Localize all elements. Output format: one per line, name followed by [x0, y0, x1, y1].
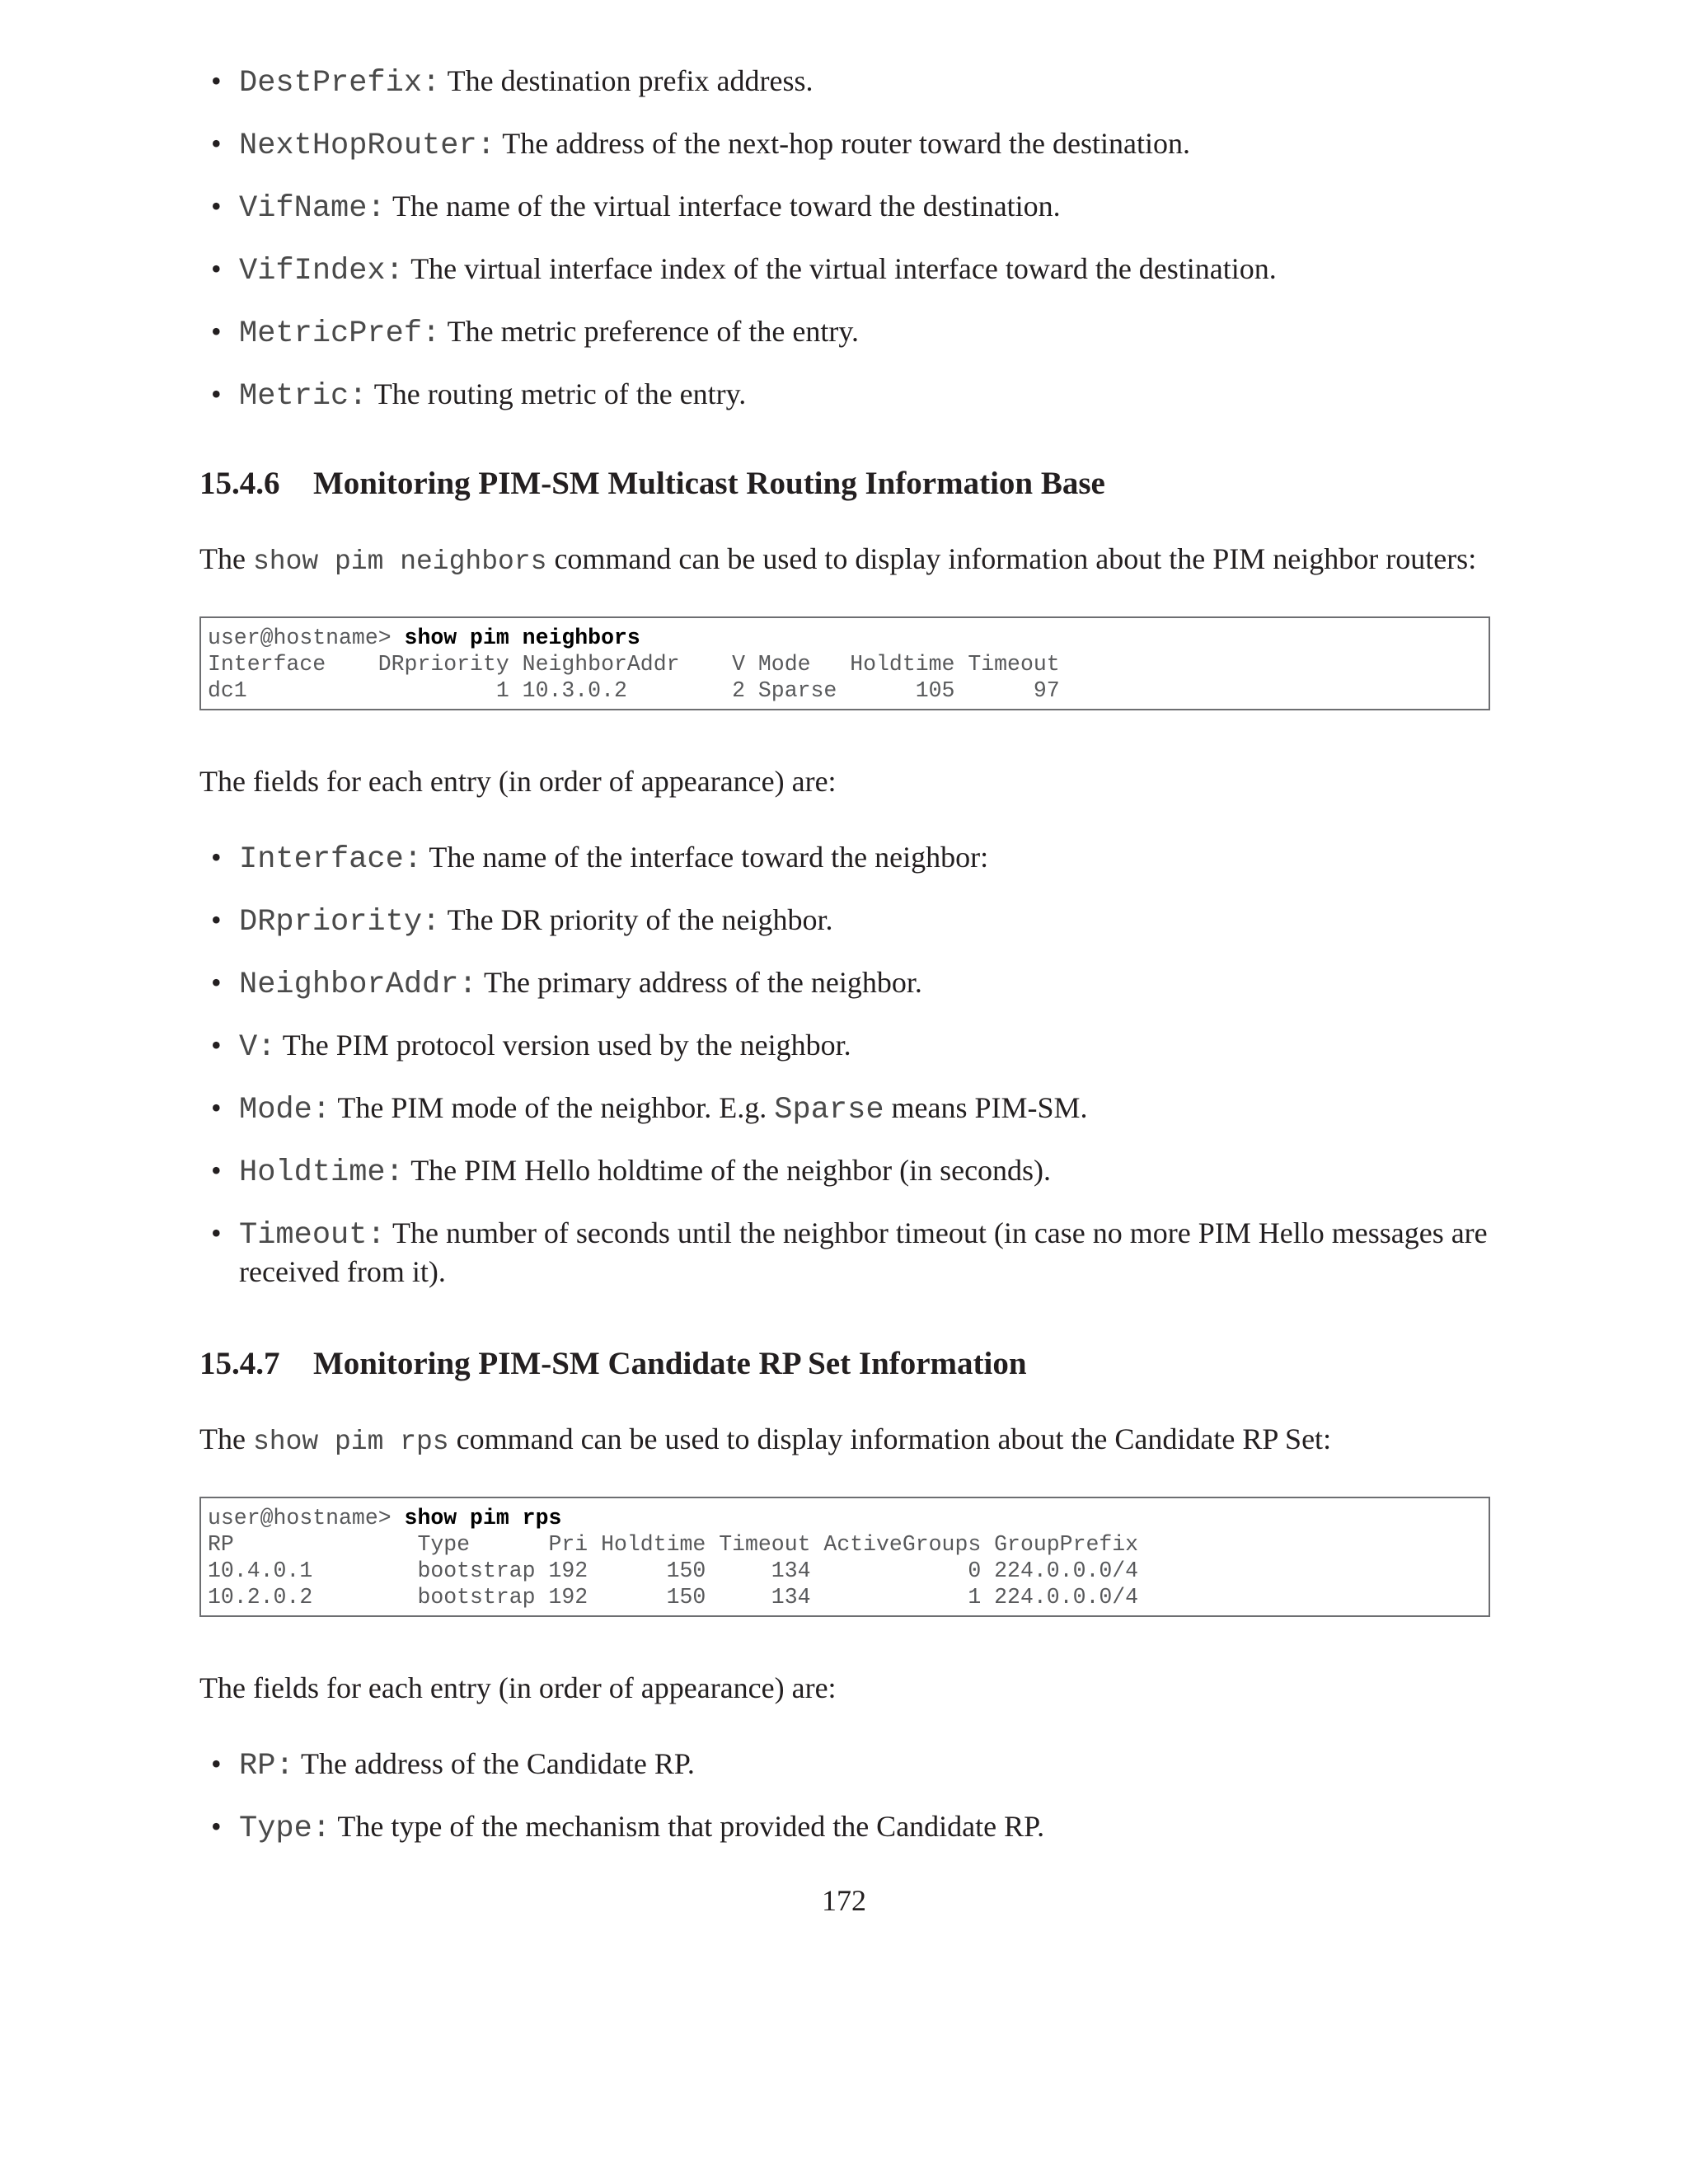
- field-desc: The PIM mode of the neighbor. E.g.: [331, 1091, 775, 1124]
- list-item: [211, 1027, 1492, 1066]
- intro-text: command can be used to display information about the PIM neighbor routers:: [546, 542, 1477, 575]
- list-item: [211, 1746, 1492, 1784]
- field-term: VifName:: [239, 191, 386, 226]
- field-desc: The virtual interface index of the virtual interface toward the destination.: [403, 252, 1277, 285]
- code-command: show pim rps: [404, 1506, 562, 1530]
- field-term: DestPrefix:: [239, 66, 441, 101]
- section-heading: [199, 464, 1105, 504]
- field-term: DRpriority:: [239, 905, 441, 940]
- list-item: [211, 1808, 1492, 1847]
- inline-code: Sparse: [774, 1093, 884, 1127]
- bullet-icon: •: [211, 1029, 222, 1062]
- field-desc: The DR priority of the neighbor.: [440, 903, 833, 936]
- bullet-icon: •: [211, 1747, 222, 1780]
- rp-fields-list: [211, 1746, 1492, 1847]
- section-heading: [199, 1344, 1027, 1384]
- bullet-icon: •: [211, 903, 222, 936]
- neighbor-fields-list: [211, 839, 1492, 1290]
- intro-text: command can be used to display information about the Candidate RP Set:: [448, 1422, 1332, 1455]
- bullet-icon: •: [211, 841, 222, 874]
- field-desc: The routing metric of the entry.: [367, 377, 747, 410]
- field-desc: The destination prefix address.: [440, 64, 814, 97]
- bullet-icon: •: [211, 127, 222, 160]
- section-title: Monitoring PIM-SM Candidate RP Set Information: [313, 1346, 1027, 1381]
- list-item: [211, 251, 1492, 289]
- field-desc: means PIM-SM.: [884, 1091, 1088, 1124]
- field-term: VifIndex:: [239, 254, 404, 288]
- code-command: show pim neighbors: [404, 626, 640, 650]
- code-prompt: user@hostname>: [208, 626, 405, 650]
- field-desc: The primary address of the neighbor.: [476, 966, 922, 999]
- fields-intro: The fields for each entry (in order of appearance) are:: [199, 1671, 837, 1704]
- list-item: [211, 964, 1492, 1003]
- code-line: 10.2.0.2 bootstrap 192 150 134 1 224.0.0.0/4: [208, 1585, 1139, 1610]
- field-desc: The number of seconds until the neighbor timeout (in case no more PIM Hello messages are received from it).: [239, 1216, 1488, 1288]
- route-fields-list: [211, 63, 1492, 415]
- field-term: Metric:: [239, 379, 368, 414]
- bullet-icon: •: [211, 252, 222, 285]
- bullet-icon: •: [211, 1154, 222, 1187]
- field-term: RP:: [239, 1749, 294, 1783]
- inline-command: show pim rps: [252, 1427, 449, 1457]
- bullet-icon: •: [211, 1216, 222, 1249]
- bullet-icon: •: [211, 377, 222, 410]
- list-item: [211, 63, 1492, 101]
- list-item: [211, 313, 1492, 352]
- field-desc: The PIM protocol version used by the neighbor.: [275, 1029, 851, 1062]
- field-term: NextHopRouter:: [239, 129, 495, 163]
- field-desc: The name of the virtual interface toward the destination.: [385, 190, 1061, 223]
- bullet-icon: •: [211, 1091, 222, 1124]
- code-line: 10.4.0.1 bootstrap 192 150 134 0 224.0.0.0/4: [208, 1558, 1139, 1583]
- list-item: [211, 902, 1492, 940]
- field-term: MetricPref:: [239, 316, 441, 351]
- field-term: NeighborAddr:: [239, 968, 477, 1002]
- code-block: [199, 1497, 1490, 1617]
- field-desc: The type of the mechanism that provided the Candidate RP.: [331, 1810, 1045, 1843]
- intro-text: The: [199, 542, 253, 575]
- list-item: [211, 188, 1492, 227]
- bullet-icon: •: [211, 1810, 222, 1843]
- list-item: [211, 1215, 1492, 1290]
- list-item: [211, 1090, 1492, 1128]
- field-term: Timeout:: [239, 1218, 386, 1253]
- field-desc: The address of the next-hop router toward the destination.: [495, 127, 1190, 160]
- section-intro: [199, 1421, 1493, 1460]
- field-desc: The address of the Candidate RP.: [293, 1747, 695, 1780]
- field-desc: The PIM Hello holdtime of the neighbor (in seconds).: [403, 1154, 1052, 1187]
- field-term: Holdtime:: [239, 1155, 404, 1190]
- section-number: 15.4.7: [199, 1346, 280, 1381]
- fields-intro: The fields for each entry (in order of appearance) are:: [199, 765, 837, 798]
- field-term: V:: [239, 1030, 276, 1065]
- code-line: dc1 1 10.3.0.2 2 Sparse 105 97: [208, 678, 1060, 703]
- bullet-icon: •: [211, 315, 222, 348]
- list-item: [211, 125, 1492, 164]
- field-desc: The name of the interface toward the neighbor:: [422, 841, 989, 874]
- list-item: [211, 839, 1492, 878]
- page-number: 172: [822, 1884, 866, 1917]
- bullet-icon: •: [211, 966, 222, 999]
- bullet-icon: •: [211, 64, 222, 97]
- code-block: [199, 616, 1490, 710]
- section-title: Monitoring PIM-SM Multicast Routing Information Base: [313, 466, 1105, 501]
- field-term: Interface:: [239, 842, 423, 877]
- list-item: [211, 376, 1492, 415]
- code-line: Interface DRpriority NeighborAddr V Mode Holdtime Timeout: [208, 652, 1060, 677]
- intro-text: The: [199, 1422, 253, 1455]
- field-desc: The metric preference of the entry.: [440, 315, 859, 348]
- field-term: Type:: [239, 1811, 331, 1846]
- list-item: [211, 1152, 1492, 1191]
- code-prompt: user@hostname>: [208, 1506, 405, 1530]
- bullet-icon: •: [211, 190, 222, 223]
- inline-command: show pim neighbors: [252, 546, 547, 577]
- code-line: RP Type Pri Holdtime Timeout ActiveGroups GroupPrefix: [208, 1532, 1139, 1557]
- section-number: 15.4.6: [199, 466, 280, 501]
- field-term: Mode:: [239, 1093, 331, 1127]
- section-intro: [199, 541, 1493, 580]
